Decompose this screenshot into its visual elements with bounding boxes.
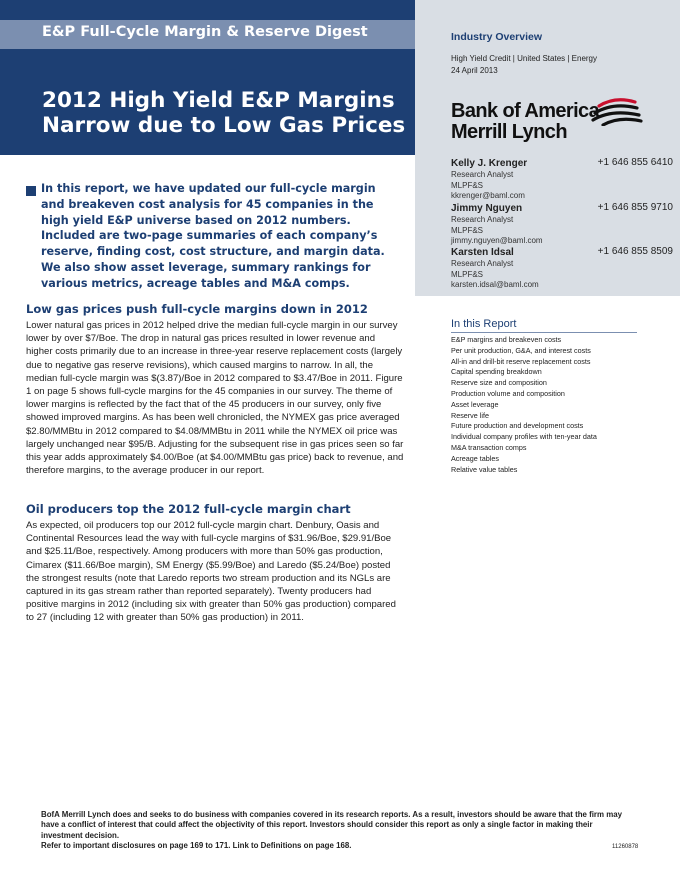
in-this-report-list: [451, 335, 597, 475]
section-label: Industry Overview: [451, 31, 543, 43]
list-item: Reserve life: [451, 410, 489, 420]
list-item: Per unit production, G&A, and interest costs: [451, 345, 591, 355]
list-item: M&A transaction comps: [451, 442, 527, 452]
list-item: Individual company profiles with ten-year data: [451, 432, 597, 442]
analyst-title: Research Analyst: [451, 259, 514, 268]
analyst-firm: MLPF&S: [451, 180, 484, 190]
analyst-block: [451, 158, 673, 202]
list-item: Relative value tables: [451, 464, 518, 474]
analyst-phone: +1 646 855 9710: [597, 202, 673, 213]
logo-line-1: Bank of America: [451, 100, 600, 122]
analyst-title: Research Analyst: [451, 170, 514, 179]
analyst-firm: MLPF&S: [451, 269, 484, 279]
analyst-email[interactable]: jimmy.nguyen@baml.com: [451, 236, 543, 245]
list-item: All-in and drill-bit reserve replacement costs: [451, 356, 591, 366]
report-date: 24 April 2013: [451, 66, 498, 75]
bank-logo: [451, 100, 651, 146]
analyst-name: Karsten Idsal: [451, 247, 514, 258]
analyst-email[interactable]: karsten.idsal@baml.com: [451, 280, 539, 289]
section-heading-oil-producers: Oil producers top the 2012 full-cycle margin chart: [26, 502, 351, 516]
analyst-name: Jimmy Nguyen: [451, 203, 523, 214]
list-item: Asset leverage: [451, 399, 499, 409]
footer-disclaimer: [41, 810, 639, 851]
list-item: Capital spending breakdown: [451, 367, 542, 377]
section-body-margins: Lower natural gas prices in 2012 helped drive the median full-cycle margin in our survey lower by over $7/Boe. The drop in natural gas prices resulted in lower revenue and higher costs primarily due to an increase in three-year reserve replacement costs (largely due to negative gas reserve revisions), which caused margins to narrow. In all, the median full-cycle margin was $(3.87)/Boe in 2012 compared to $3.47/Boe in 2011. Figure 1 on page 5 shows full-cycle margins for the 45 companies in our survey. The theme of lower margins is reflected by the fact that of the 45 producers in our survey, only five showed improved margins. As has been well chronicled, the NYMEX gas price averaged $2.80/MMBtu in 2012 compared to $4.08/MMBtu in 2011 while the NYMEX oil price was largely unchanged near $95/B. Adjusting for the subsequent rise in gas prices seen so far this year adds approximately $4.00/Boe (at $4.00/MMBtu gas price) back to revenue, and therefore margins, to the average producer in our report.: [26, 320, 404, 477]
analyst-title: Research Analyst: [451, 215, 514, 224]
list-item: E&P margins and breakeven costs: [451, 335, 562, 344]
document-id: 11260878: [612, 844, 639, 850]
analyst-firm: MLPF&S: [451, 225, 484, 235]
intro-summary: In this report, we have updated our full-cycle margin and breakeven cost analysis for 45 companies in the high yield E&P universe based on 2012 numbers. Included are two-page summaries of each company’s reserve, finding cost, cost structure, and margin data. We also show asset leverage, summary rankings for various metrics, acreage tables and M&A comps.: [41, 182, 385, 290]
list-item: Production volume and composition: [451, 388, 565, 398]
logo-line-2: Merrill Lynch: [451, 121, 567, 143]
section-body-oil-producers: As expected, oil producers top our 2012 full-cycle margin chart. Denbury, Oasis and Continental Resources lead the way with full-cycle margins of $31.96/Boe, $29.91/Boe and $25.11/Boe, respectively. Among producers with more than 50% gas production, Cimarex ($11.66/Boe margin), SM Energy ($5.99/Boe) and Laredo ($5.24/Boe) posted the strongest results (note that Laredo reports two stream production and its NGLs are captured in its gas stream rather than reported separately). Twenty producers had positive margins in 2012 (including six with greater than 50% gas production) compared to 27 (including 12 with greater than 50% gas production) in 2011.: [26, 520, 396, 624]
analyst-phone: +1 646 855 8509: [597, 246, 673, 257]
analyst-phone: +1 646 855 6410: [597, 157, 673, 168]
list-item: Acreage tables: [451, 453, 499, 463]
list-item: Reserve size and composition: [451, 378, 547, 388]
series-title: E&P Full-Cycle Margin & Reserve Digest: [42, 24, 368, 40]
analyst-block: [451, 203, 673, 247]
in-this-report-title: In this Report: [451, 318, 637, 333]
disclosures-link[interactable]: Refer to important disclosures on page 169 to 171. Link to Definitions on page 168.: [41, 840, 352, 850]
report-title: 2012 High Yield E&P Margins Narrow due to Low Gas Prices: [42, 88, 406, 138]
bofa-flag-logo-icon: [589, 98, 643, 126]
analyst-name: Kelly J. Krenger: [451, 158, 528, 169]
list-item: Future production and development costs: [451, 421, 584, 431]
section-heading-margins: Low gas prices push full-cycle margins down in 2012: [26, 302, 368, 316]
coverage-line: High Yield Credit | United States | Energy: [451, 54, 598, 63]
intro-bullet-square: [26, 186, 36, 196]
conflict-disclaimer: BofA Merrill Lynch does and seeks to do business with companies covered in its research reports. As a result, investors should be aware that the firm may have a conflict of interest that could affect the objectivity of this report. Investors should consider this report as only a single factor in making their investment decision.: [41, 810, 623, 840]
analyst-email[interactable]: kkrenger@baml.com: [451, 191, 525, 200]
analyst-block: [451, 247, 673, 291]
